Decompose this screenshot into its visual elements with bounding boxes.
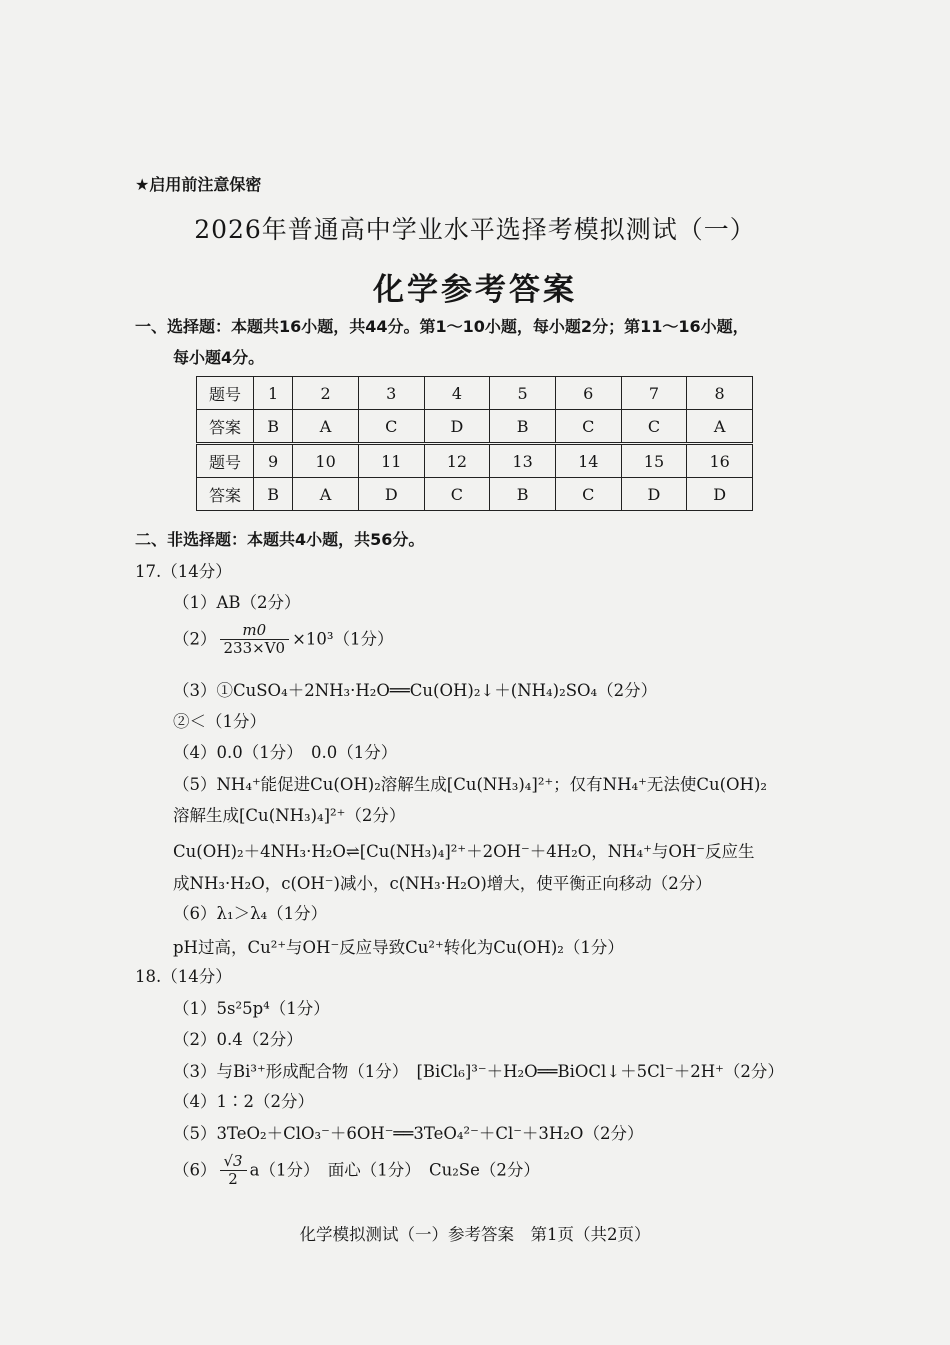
answer-cell: B <box>490 410 556 444</box>
question-number: 5 <box>490 377 556 410</box>
table-row <box>197 444 753 478</box>
answer-table <box>196 376 753 511</box>
table-row <box>197 410 753 444</box>
q18-part-6-suffix: a（1分） 面心（1分） Cu₂Se（2分） <box>249 1160 540 1180</box>
q18-part-4: （4）1∶2（2分） <box>173 1092 314 1111</box>
answer-cell: A <box>293 410 359 444</box>
answer-cell: B <box>490 478 556 511</box>
table-row <box>197 377 753 410</box>
q17-part-6-line-1: （6）λ₁＞λ₄（1分） <box>173 904 328 923</box>
table-row <box>197 478 753 511</box>
fraction <box>220 622 290 658</box>
q17-part-4: （4）0.0（1分） 0.0（1分） <box>173 743 398 762</box>
question-number: 3 <box>358 377 424 410</box>
section-1-heading-cont: 每小题4分。 <box>173 348 265 367</box>
q18-heading: 18.（14分） <box>135 967 232 986</box>
q17-heading: 17.（14分） <box>135 562 232 581</box>
fraction-numerator: m0 <box>220 622 290 640</box>
q17-part-5-line-4: 成NH₃·H₂O，c(OH⁻)减小，c(NH₃·H₂O)增大，使平衡正向移动（2分） <box>173 874 712 893</box>
q18-part-6-prefix: （6） <box>173 1160 217 1180</box>
q17-part-5-line-1: （5）NH₄⁺能促进Cu(OH)₂溶解生成[Cu(NH₃)₄]²⁺；仅有NH₄⁺无法使Cu(OH)₂ <box>173 775 767 794</box>
answer-cell: A <box>293 478 359 511</box>
q17-part-2-suffix: ×10³（1分） <box>292 629 394 649</box>
question-label: 题号 <box>197 377 254 410</box>
question-number: 15 <box>621 444 687 478</box>
answer-cell: B <box>254 410 293 444</box>
fraction-denominator: 2 <box>228 1170 238 1189</box>
q18-part-1: （1）5s²5p⁴（1分） <box>173 999 330 1018</box>
question-label: 题号 <box>197 444 254 478</box>
question-number: 2 <box>293 377 359 410</box>
question-number: 12 <box>424 444 490 478</box>
confidential-notice: ★启用前注意保密 <box>135 175 262 194</box>
question-number: 11 <box>358 444 424 478</box>
answer-cell: D <box>687 478 753 511</box>
answer-label: 答案 <box>197 478 254 511</box>
section-1-heading: 一、选择题：本题共16小题，共44分。第1～10小题，每小题2分；第11～16小题， <box>135 317 749 336</box>
page-footer: 化学模拟测试（一）参考答案 第1页（共2页） <box>299 1225 651 1244</box>
q17-part-3b: ②＜（1分） <box>173 712 266 731</box>
question-number: 13 <box>490 444 556 478</box>
answer-cell: C <box>555 478 621 511</box>
fraction-denominator: 233×V0 <box>223 639 286 658</box>
answer-cell: C <box>424 478 490 511</box>
answer-cell: C <box>621 410 687 444</box>
question-number: 9 <box>254 444 293 478</box>
q18-part-5: （5）3TeO₂＋ClO₃⁻＋6OH⁻══3TeO₄²⁻＋Cl⁻＋3H₂O（2分） <box>173 1124 644 1143</box>
exam-title: 2026年普通高中学业水平选择考模拟测试（一） <box>194 215 756 244</box>
q17-part-5-line-2: 溶解生成[Cu(NH₃)₄]²⁺（2分） <box>173 806 406 825</box>
q18-part-3: （3）与Bi³⁺形成配合物（1分） [BiCl₆]³⁻＋H₂O══BiOCl↓＋5Cl⁻＋2H⁺（2分） <box>173 1062 784 1081</box>
q17-part-5-line-3: Cu(OH)₂＋4NH₃·H₂O⇌[Cu(NH₃)₄]²⁺＋2OH⁻＋4H₂O，NH₄⁺与OH⁻反应生 <box>173 842 755 861</box>
question-number: 4 <box>424 377 490 410</box>
answer-cell: C <box>555 410 621 444</box>
answer-cell: D <box>424 410 490 444</box>
q17-part-3: （3）①CuSO₄＋2NH₃·H₂O══Cu(OH)₂↓＋(NH₄)₂SO₄（2分） <box>173 681 658 700</box>
answer-label: 答案 <box>197 410 254 444</box>
q18-part-2: （2）0.4（2分） <box>173 1030 303 1049</box>
answer-cell: C <box>358 410 424 444</box>
question-number: 8 <box>687 377 753 410</box>
question-number: 10 <box>293 444 359 478</box>
question-number: 14 <box>555 444 621 478</box>
q18-part-6 <box>173 1153 540 1189</box>
question-number: 7 <box>621 377 687 410</box>
answer-cell: D <box>621 478 687 511</box>
answer-cell: A <box>687 410 753 444</box>
q17-part-2 <box>173 622 394 658</box>
question-number: 6 <box>555 377 621 410</box>
question-number: 1 <box>254 377 293 410</box>
answer-cell: B <box>254 478 293 511</box>
q17-part-1: （1）AB（2分） <box>173 593 301 612</box>
document-title: 化学参考答案 <box>373 272 577 308</box>
answer-cell: D <box>358 478 424 511</box>
q17-part-6-line-2: pH过高，Cu²⁺与OH⁻反应导致Cu²⁺转化为Cu(OH)₂（1分） <box>173 938 624 957</box>
fraction-numerator: √3 <box>220 1153 247 1171</box>
question-number: 16 <box>687 444 753 478</box>
q17-part-2-prefix: （2） <box>173 629 217 649</box>
fraction <box>220 1153 247 1189</box>
section-2-heading: 二、非选择题：本题共4小题，共56分。 <box>135 530 425 549</box>
